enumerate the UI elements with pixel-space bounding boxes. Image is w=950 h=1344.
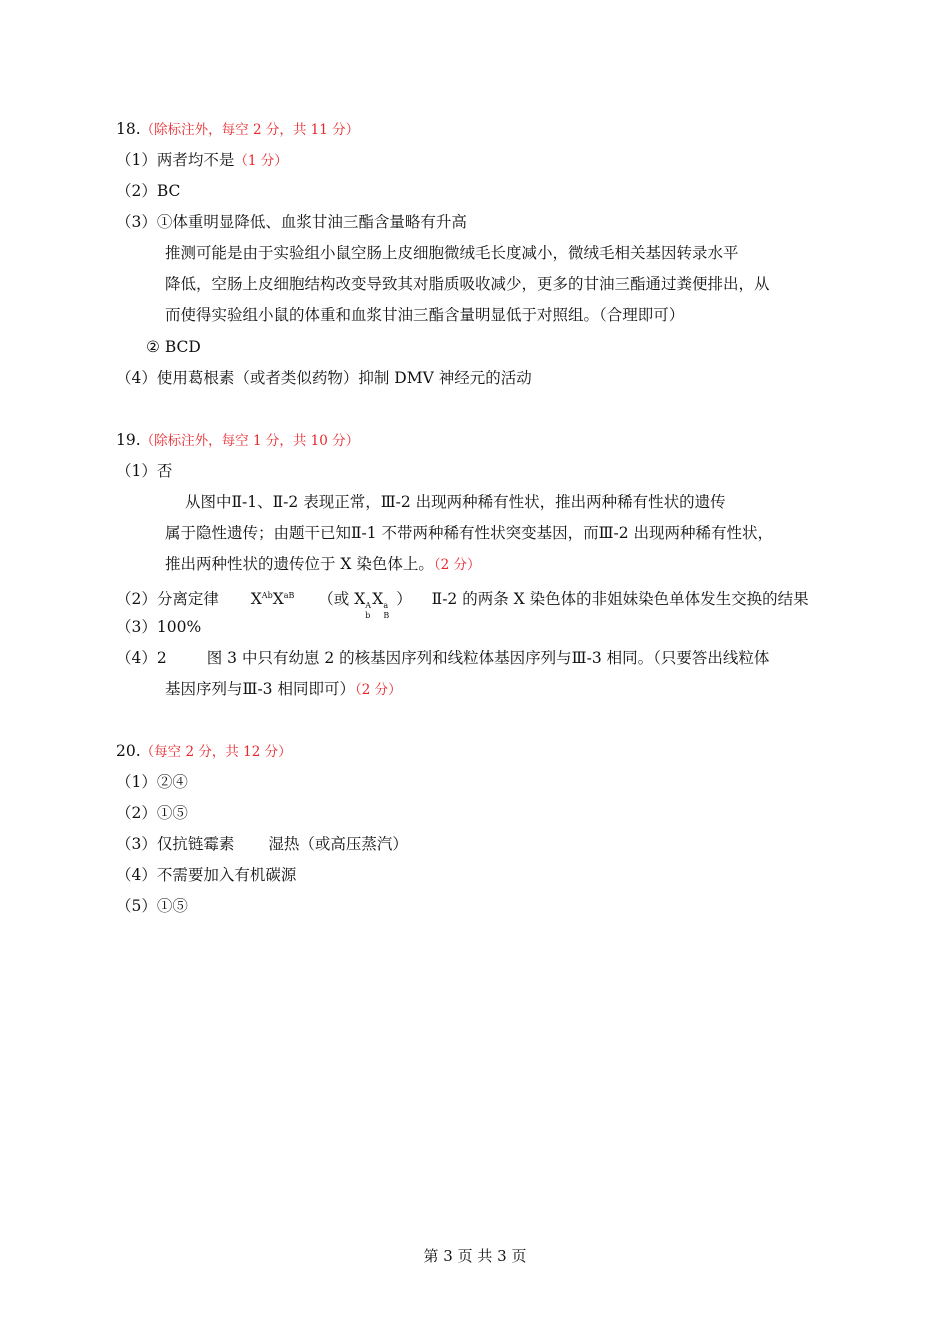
q19-answer-4-note: （2 分） bbox=[354, 682, 402, 698]
q19-genotype bbox=[251, 590, 295, 608]
q19-answer-3: （3）100% bbox=[116, 618, 202, 636]
q19-answer-4-cont-text: 基因序列与Ⅲ-3 相同即可） bbox=[165, 680, 355, 698]
q18-answer-1 bbox=[116, 150, 288, 171]
q18-score-note: （除标注外，每空 2 分，共 11 分） bbox=[140, 122, 360, 138]
genotype-x2: X bbox=[272, 590, 284, 608]
alt-sup2: a bbox=[383, 601, 389, 610]
alt-x1: X bbox=[354, 590, 366, 608]
q19-answer-1-para-1: 从图中Ⅱ-1、Ⅱ-2 表现正常，Ⅲ-2 出现两种稀有性状，推出两种稀有性状的遗传 bbox=[185, 493, 726, 511]
q20-heading bbox=[116, 741, 292, 762]
q19-answer-4 bbox=[116, 648, 769, 668]
q18-answer-2: （2）BC bbox=[116, 182, 181, 200]
q18-number: 18. bbox=[116, 120, 141, 138]
q18-answer-3-para-3: 而使得实验组小鼠的体重和血浆甘油三酯含量明显低于对照组。（合理即可） bbox=[165, 306, 685, 324]
q19-heading bbox=[116, 430, 359, 451]
q20-answer-3 bbox=[116, 834, 408, 854]
q20-number: 20. bbox=[116, 742, 141, 760]
q19-number: 19. bbox=[116, 431, 141, 449]
q19-answer-1: （1）否 bbox=[116, 462, 173, 480]
genotype-sup1: Ab bbox=[261, 591, 273, 600]
q20-answer-3-b: 湿热（或高压蒸汽） bbox=[268, 835, 408, 853]
q18-answer-3-part-2: ② BCD bbox=[146, 338, 201, 356]
q19-answer-2-law: （2）分离定律 bbox=[116, 590, 219, 608]
alt-sup1: A bbox=[365, 601, 372, 610]
q19-alt-close: ） bbox=[396, 590, 412, 608]
q18-answer-1-note: （1 分） bbox=[234, 153, 288, 169]
q19-answer-4-text: 图 3 中只有幼崽 2 的核基因序列和线粒体基因序列与Ⅲ-3 相同。（只要答出线粒体 bbox=[206, 649, 770, 667]
q19-answer-1-para-2: 属于隐性遗传；由题干已知Ⅱ-1 不带两种稀有性状突变基因，而Ⅲ-2 出现两种稀有性状， bbox=[165, 524, 774, 542]
q19-answer-1-note: （2 分） bbox=[433, 557, 481, 573]
q20-answer-3-text: （3）仅抗链霉素 bbox=[116, 835, 235, 853]
q20-score-note: （每空 2 分，共 12 分） bbox=[140, 744, 292, 760]
q19-score-note: （除标注外，每空 1 分，共 10 分） bbox=[140, 433, 360, 449]
q20-answer-1: （1）②④ bbox=[116, 773, 188, 791]
q20-answer-5: （5）①⑤ bbox=[116, 897, 188, 915]
q18-answer-1-text: （1）两者均不是 bbox=[116, 151, 235, 169]
q18-answer-3-para-1: 推测可能是由于实验组小鼠空肠上皮细胞微绒毛长度减小，微绒毛相关基因转录水平 bbox=[165, 244, 739, 262]
q18-answer-3-para-2: 降低，空肠上皮细胞结构改变导致其对脂质吸收减少，更多的甘油三酯通过粪便排出，从 bbox=[165, 275, 770, 293]
q20-answer-2: （2）①⑤ bbox=[116, 804, 188, 822]
alt-sub2: B bbox=[383, 611, 390, 620]
alt-x2: X bbox=[372, 590, 384, 608]
genotype-sup2: aB bbox=[283, 591, 295, 600]
page-number-footer: 第 3 页 共 3 页 bbox=[423, 1247, 527, 1265]
q19-answer-2-explanation: Ⅱ-2 的两条 X 染色体的非姐妹染色单体发生交换的结果 bbox=[431, 590, 809, 608]
q19-alt-open: （或 bbox=[318, 590, 350, 608]
q19-alt-genotype bbox=[354, 590, 391, 620]
genotype-x1: X bbox=[250, 590, 262, 608]
q19-answer-4-cont bbox=[165, 679, 402, 700]
q18-answer-4: （4）使用葛根素（或者类似药物）抑制 DMV 神经元的活动 bbox=[116, 369, 532, 387]
q18-answer-3: （3）①体重明显降低、血浆甘油三酯含量略有升高 bbox=[116, 213, 467, 231]
q20-answer-4: （4）不需要加入有机碳源 bbox=[116, 866, 297, 884]
q19-answer-2 bbox=[116, 586, 809, 620]
q18-heading bbox=[116, 119, 359, 140]
q19-answer-1-para-3 bbox=[165, 554, 481, 575]
q19-answer-4-number: （4）2 bbox=[116, 649, 167, 667]
q19-answer-1-para-3-text: 推出两种性状的遗传位于 X 染色体上。 bbox=[165, 555, 434, 573]
alt-sub1: b bbox=[365, 611, 371, 620]
